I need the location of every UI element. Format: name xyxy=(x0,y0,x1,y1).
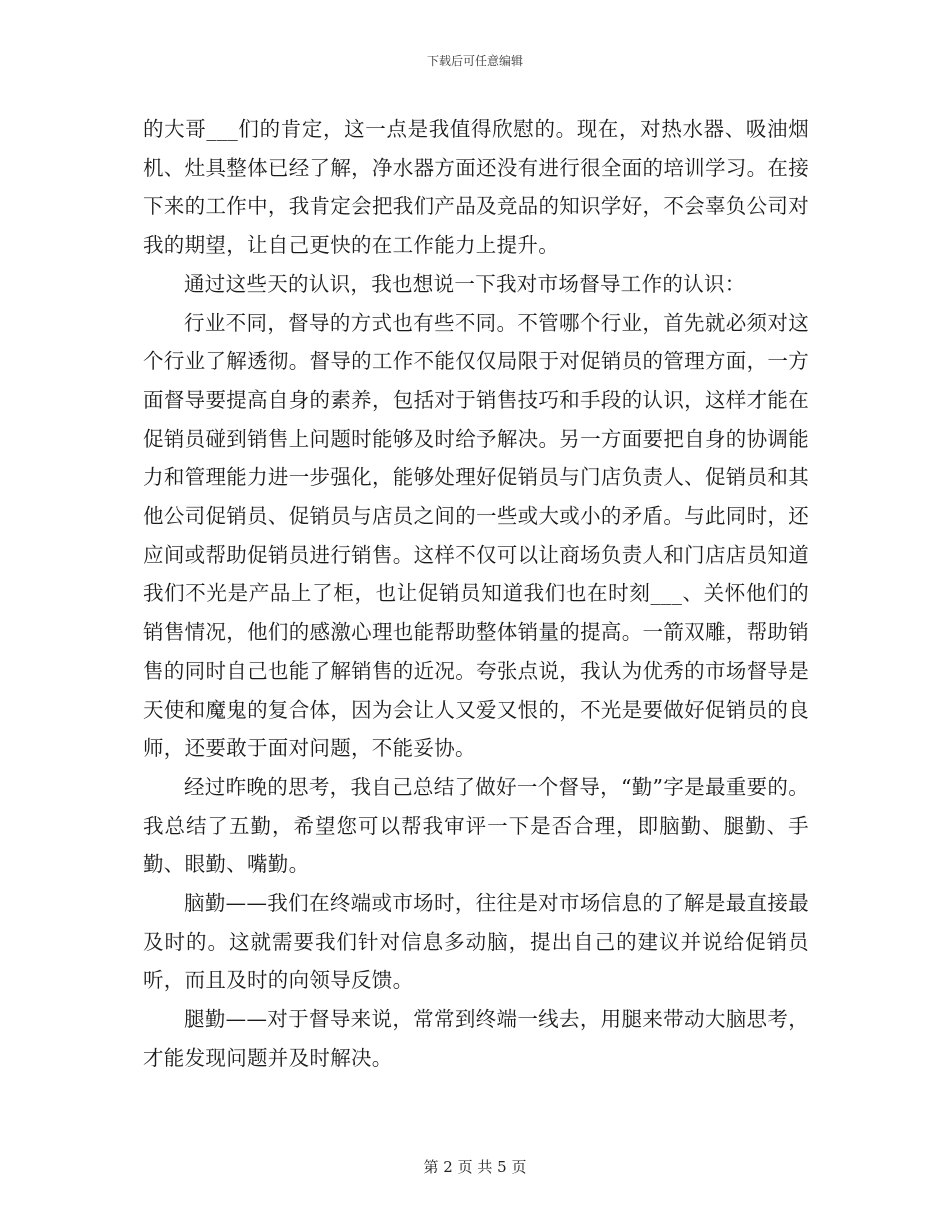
page-number: 第 2 页 共 5 页 xyxy=(423,1158,527,1176)
paragraph-brain-diligence: 脑勤——我们在终端或市场时，往往是对市场信息的了解是最直接最及时的。这就需要我们针对信息多动脑，提出自己的建议并说给促销员听，而且及时的向领导反馈。 xyxy=(143,891,809,993)
paragraph-supervision: 行业不同，督导的方式也有些不同。不管哪个行业，首先就必须对这个行业了解透彻。督导的工作不能仅仅局限于对促销员的管理方面，一方面督导要提高自身的素养，包括对于销售技巧和手段的认识，这样才能在促销员碰到销售上问题时能够及时给予解决。另一方面要把自身的协调能力和管理能力进一步强化，能够处理好促销员与门店负责人、促销员和其他公司促销员、促销员与店员之间的一些或大或小的矛盾。与此同时，还应间或帮助促销员进行销售。这样不仅可以让商场负责人和门店店员知道我们不光是产品上了柜，也让促销员知道我们也在时刻___、关怀他们的销售情况，他们的感激心理也能帮助整体销量的提高。一箭双雕，帮助销售的同时自己也能了解销售的近况。夸张点说，我认为优秀的市场督导是天使和魔鬼的复合体，因为会让人又爱又恨的，不光是要做好促销员的良师，还要敢于面对问题，不能妥协。 xyxy=(143,310,809,761)
paragraph-intro: 通过这些天的认识，我也想说一下我对市场督导工作的认识： xyxy=(184,271,746,296)
document-body xyxy=(143,110,809,1078)
page-header: 下载后可任意编辑 xyxy=(426,54,523,68)
paragraph-diligence: 经过昨晚的思考，我自己总结了做好一个督导，“勤”字是最重要的。我总结了五勤，希望您可以帮我审评一下是否合理，即脑勤、腿勤、手勤、眼勤、嘴勤。 xyxy=(143,774,809,877)
paragraph-leg-diligence: 腿勤——对于督导来说，常常到终端一线去，用腿来带动大脑思考，才能发现问题并及时解决。 xyxy=(143,1007,809,1070)
paragraph-continuation: 的大哥___们的肯定，这一点是我值得欣慰的。现在，对热水器、吸油烟机、灶具整体已经了解，净水器方面还没有进行很全面的培训学习。在接下来的工作中，我肯定会把我们产品及竞品的知识学好，不会辜负公司对我的期望，让自己更快的在工作能力上提升。 xyxy=(143,117,809,258)
